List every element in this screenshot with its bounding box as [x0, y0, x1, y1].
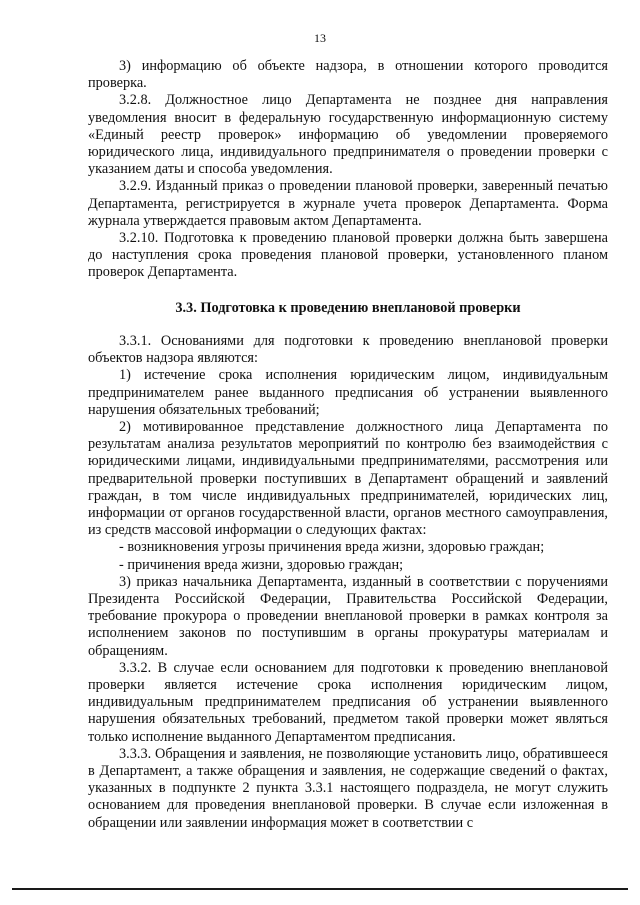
paragraph-3-3-1: 3.3.1. Основаниями для подготовки к проведению внеплановой проверки объектов надзора являются:: [88, 333, 608, 367]
section-heading: 3.3. Подготовка к проведению внеплановой проверки: [175, 300, 521, 316]
list-item-3: 3) приказ начальника Департамента, изданный в соответствии с поручениями Президента Российской Федерации, Правительства Российской Федерации, требование прокурора о проведении внеплановой проверки в рамках контроля за исполнением законов по поступившим в органы прокуратуры материалам и обращениям.: [88, 573, 608, 659]
dash-item-harm: - причинения вреда жизни, здоровью граждан;: [119, 556, 404, 573]
paragraph-3-3-2: 3.3.2. В случае если основанием для подготовки к проведению внеплановой проверки является истечение срока исполнения юридическим лицом, индивидуальным предпринимателем предписания об устранении выявленного нарушения обязательных требований, предметом такой проверки может являться только исполнение выданного Департаментом предписания.: [88, 659, 608, 745]
list-item-2: 2) мотивированное представление должностного лица Департамента по результатам анализа результатов мероприятий по контролю без взаимодействия с юридическими лицами, индивидуальными предпринимателями, рассмотрения или предварительной проверки поступивших в Департамент обращений и заявлений граждан, в том числе индивидуальных предпринимателей, юридических лиц, информации от органов государственной власти, органов местного самоуправления, из средств массовой информации о следующих фактах:: [88, 419, 608, 539]
paragraph-3-2-10: 3.2.10. Подготовка к проведению плановой проверки должна быть завершена до наступления срока проведения плановой проверки, установленного планом проверок Департамента.: [88, 230, 608, 281]
paragraph-3-2-9: 3.2.9. Изданный приказ о проведении плановой проверки, заверенный печатью Департамента, регистрируется в журнале учета проверок Департамента. Форма журнала утверждается правовым актом Департамента.: [88, 178, 608, 229]
paragraph-3-2-8: 3.2.8. Должностное лицо Департамента не позднее дня направления уведомления вносит в федеральную государственную информационную систему «Единый реестр проверок» информацию об уведомлении проверяемого юридического лица, индивидуального предпринимателя о проведении проверки с указанием даты и способа уведомления.: [88, 92, 608, 178]
dash-item-threat: - возникновения угрозы причинения вреда жизни, здоровью граждан;: [119, 539, 545, 556]
text-block-3-3: [88, 333, 608, 832]
paragraph-item-3: 3) информацию об объекте надзора, в отношении которого проводится проверка.: [88, 58, 608, 92]
list-item-1: 1) истечение срока исполнения юридическим лицом, индивидуальным предпринимателем ранее выданного предписания об устранении выявленного нарушения обязательных требований;: [88, 367, 608, 418]
page-number: 13: [314, 31, 326, 45]
bottom-rule: [12, 888, 628, 890]
text-block-3-2: [88, 58, 608, 282]
paragraph-3-3-3: 3.3.3. Обращения и заявления, не позволяющие установить лицо, обратившееся в Департамент, а также обращения и заявления, не содержащие сведений о фактах, указанных в подпункте 2 пункта 3.3.1 настоящего подраздела, не могут служить основанием для проведения внеплановой проверки. В случае если изложенная в обращении или заявлении информация может в соответствии с: [88, 745, 608, 831]
